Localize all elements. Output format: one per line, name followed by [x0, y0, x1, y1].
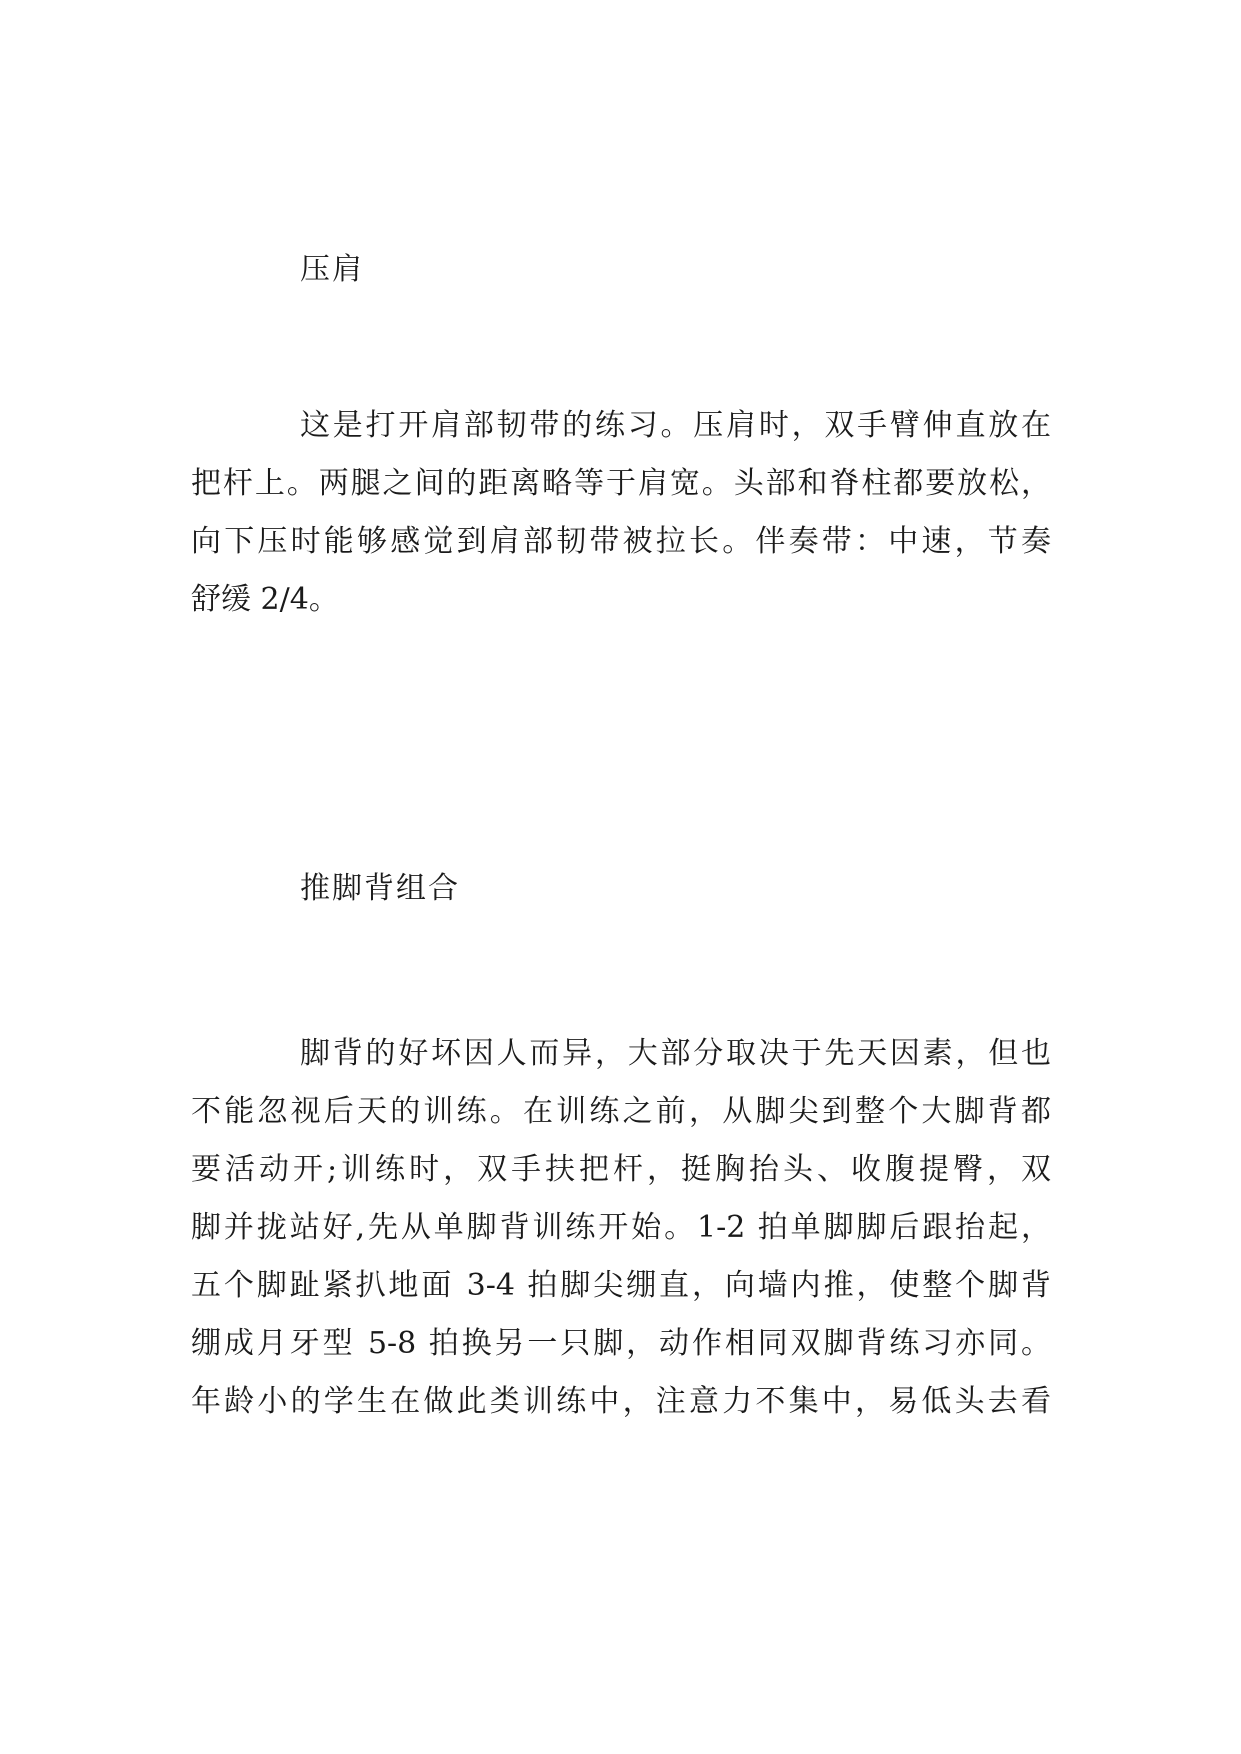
paragraph-line: 脚背的好坏因人而异，大部分取决于先天因素，但也 [300, 1036, 1051, 1071]
paragraph-line: 舒缓 2/4。 [191, 582, 339, 617]
paragraph-line: 五个脚趾紧扒地面 3-4 拍脚尖绷直，向墙内推，使整个脚背 [191, 1268, 1051, 1303]
paragraph-line: 年龄小的学生在做此类训练中，注意力不集中，易低头去看 [191, 1384, 1051, 1419]
paragraph-line: 向下压时能够感觉到肩部韧带被拉长。伴奏带：中速，节奏 [191, 524, 1051, 559]
paragraph-line: 脚并拢站好,先从单脚背训练开始。1-2 拍单脚脚后跟抬起， [191, 1210, 1051, 1245]
paragraph-line: 要活动开;训练时，双手扶把杆，挺胸抬头、收腹提臀，双 [191, 1152, 1051, 1187]
paragraph-line: 绷成月牙型 5-8 拍换另一只脚，动作相同双脚背练习亦同。 [191, 1326, 1051, 1361]
section-paragraph-shoulder-press [191, 397, 1051, 629]
section-paragraph-instep-combo [191, 1025, 1051, 1431]
paragraph-line: 这是打开肩部韧带的练习。压肩时，双手臂伸直放在 [300, 408, 1051, 443]
section-heading-instep-combo: 推脚背组合 [300, 871, 460, 906]
paragraph-line: 把杆上。两腿之间的距离略等于肩宽。头部和脊柱都要放松， [191, 466, 1051, 501]
section-heading-shoulder-press: 压肩 [300, 252, 364, 287]
paragraph-line: 不能忽视后天的训练。在训练之前，从脚尖到整个大脚背都 [191, 1094, 1051, 1129]
